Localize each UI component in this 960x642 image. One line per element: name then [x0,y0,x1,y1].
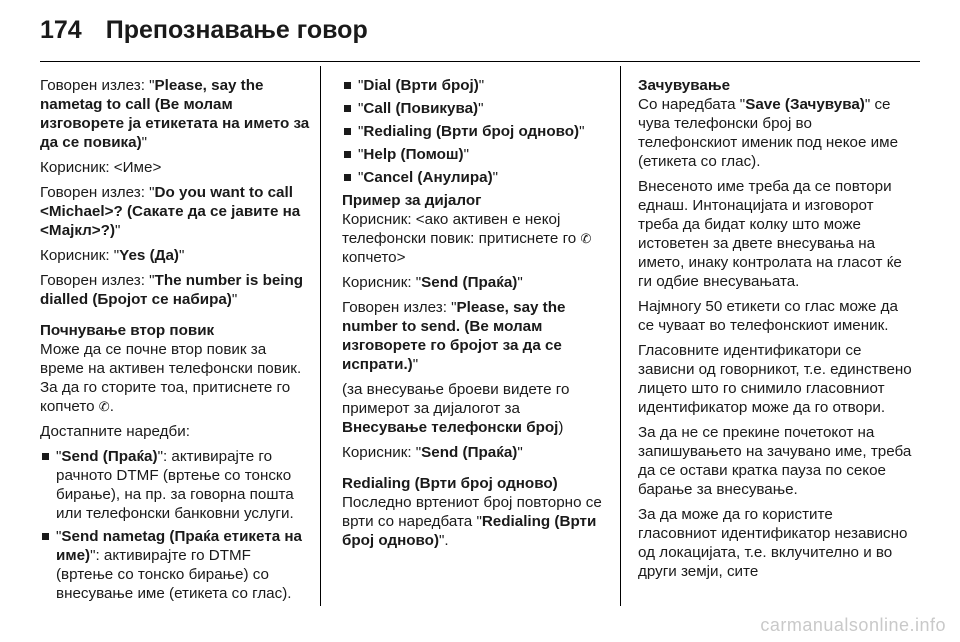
list-item: "Send (Праќа)": активирајте го рачното DTMF (вртење со тонско бирање), на пр. за говорна пошта или телефонски банковни услуги. [40,447,310,523]
dialog-line: Говорен излез: "Please, say the nametag to call (Ве молам изговорете ја етикетата на името за да се повика)" [40,77,310,151]
column-divider-2 [620,66,621,606]
paragraph: Гласовните идентификатори се зависни од говорникот, т.е. единствено лицето што го снимило гласовниот идентификатор може да го отвори. [638,342,912,416]
dialog-line: Корисник: <Име> [40,159,162,176]
paragraph: За да може да го користите гласовниот идентификатор независно од локацијата, т.е. вклучително и во други земји, сите [638,506,908,580]
section-heading: Redialing (Врти број одново) [342,475,558,492]
dialog-line: Корисник: "Send (Праќа)" [342,444,523,461]
section-heading: Пример за дијалог [342,192,482,209]
column-1 [40,76,310,607]
list-item: "Send nametag (Праќа етикета на име)": активирајте го DTMF (вртење со тонско бирање) со внесување име (етикета со глас). [40,527,310,603]
watermark: carmanualsonline.info [760,615,946,635]
paragraph: Најмногу 50 етикети со глас може да се чуваат во телефонскиот именик. [638,298,898,334]
list-item: "Cancel (Анулира)" [342,168,608,187]
dialog-line: Говорен излез: "Please, say the number to send. (Ве молам изговорете го бројот за да се испрати.)" [342,299,566,373]
dialog-line: Говорен излез: "Do you want to call <Michael>? (Сакате да се јавите на <Мајкл>?)" [40,184,301,239]
list-item: "Dial (Врти број)" [342,76,608,95]
header-rule [40,61,920,62]
paragraph: Со наредбата "Save (Зачувува)" се чува телефонски број во телефонскиот именик под некое име (етикета со глас). [638,96,899,170]
phone-key-icon: ✆ [580,231,592,246]
paragraph: Внесеното име треба да се повтори еднаш. Интонацијата и изговорот треба да бидат колку што може истоветен за двете внесувања на името, инаку контролата на гласот ќе ги одбие внесувањата. [638,178,902,290]
paragraph: Достапните наредби: [40,423,190,440]
page-title: Препознавање говор [105,16,368,44]
dialog-line: Говорен излез: "The number is being dialled (Бројот се набира)" [40,272,304,308]
page-number: 174 [40,16,82,44]
page-header [40,16,368,50]
column-2 [342,76,608,556]
paragraph: Може да се почне втор повик за време на активен телефонски повик. За да го сторите тоа, притиснете го копчето ✆. [40,341,302,415]
dialog-line: Корисник: "Send (Праќа)" [342,274,523,291]
section-heading: Зачувување [638,77,731,94]
paragraph: Последно вртениот број повторно се врти со наредбата "Redialing (Врти број одново)". [342,494,602,549]
list-item: "Call (Повикува)" [342,99,608,118]
list-item: "Help (Помош)" [342,145,608,164]
column-divider-1 [320,66,321,606]
dialog-line: Корисник: <ако активен е некој телефонски повик: притиснете го ✆ копчето> [342,211,592,266]
phone-key-icon: ✆ [98,399,110,414]
list-item: "Redialing (Врти број одново)" [342,122,608,141]
column-3 [638,76,912,587]
dialog-line: Корисник: "Yes (Да)" [40,247,185,264]
section-heading: Почнување втор повик [40,322,215,339]
paragraph: За да не се прекине почетокот на запишувањето на зачувано име, треба да се остави кратка пауза по секое барање за внесување. [638,424,912,498]
paragraph: (за внесување броеви видете го примерот за дијалогот за Внесување телефонски број) [342,381,570,436]
